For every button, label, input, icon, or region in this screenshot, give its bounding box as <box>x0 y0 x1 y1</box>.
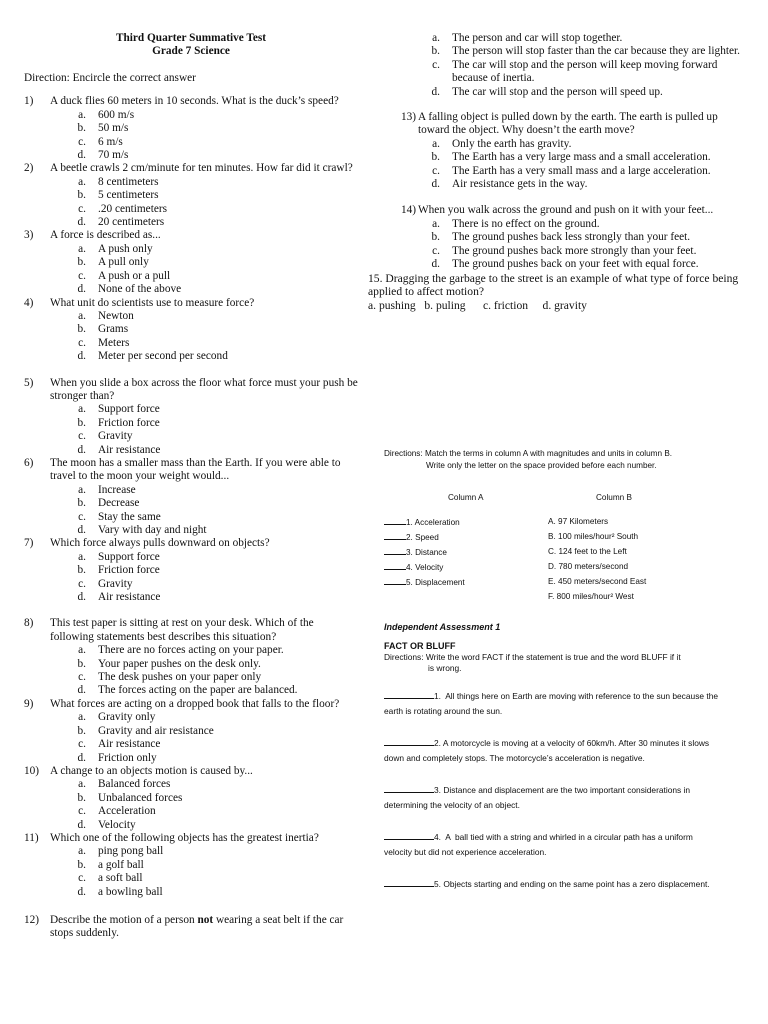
question-row <box>24 765 358 778</box>
answer-option[interactable] <box>368 86 740 99</box>
answer-blank[interactable] <box>384 690 434 699</box>
question-row <box>24 457 358 484</box>
question-text: The moon has a smaller mass than the Earth. If you were able to travel to the moon your weight would... <box>50 456 341 483</box>
answer-option[interactable] <box>24 484 358 497</box>
fact-bluff-line <box>384 690 724 702</box>
question-12 <box>24 914 358 941</box>
item-continuation: earth is rotating around the sun. <box>384 706 503 716</box>
option-text: Velocity <box>98 818 136 831</box>
answer-option[interactable] <box>24 256 358 269</box>
question-text: A falling object is pulled down by the earth. The earth is pulled up toward the object. Why doesn’t the earth move? <box>418 111 718 137</box>
independent-assessment <box>384 622 724 890</box>
option-text: ping pong ball <box>98 845 164 858</box>
option-text: .20 centimeters <box>98 202 168 215</box>
question-item <box>24 698 358 765</box>
option-letter: b. <box>77 724 86 737</box>
option-letter: d. <box>431 258 440 271</box>
fact-bluff-line <box>384 878 724 890</box>
option-letter: b. <box>77 791 86 804</box>
option-letter: a. <box>78 175 86 188</box>
question-item <box>368 204 740 271</box>
option-letter: b. <box>431 231 440 244</box>
question-row <box>24 229 358 242</box>
question-text: Which one of the following objects has the greatest inertia? <box>50 831 319 844</box>
column-b-item: A. 97 Kilometers <box>548 517 609 526</box>
question-text: What unit do scientists use to measure force? <box>50 296 255 309</box>
option-text: Meters <box>98 336 130 349</box>
answer-option[interactable] <box>24 684 358 697</box>
question-number: 6) <box>24 456 34 469</box>
option-letter: c. <box>78 336 86 349</box>
option-text: Air resistance gets in the way. <box>452 178 588 191</box>
answer-option[interactable] <box>24 216 358 229</box>
option-text: The ground pushes back on your feet with equal force. <box>452 258 699 271</box>
question-item <box>24 297 358 364</box>
option-letter: a. <box>78 644 86 657</box>
option-text: a golf ball <box>98 858 144 871</box>
column-a-term: 4. Velocity <box>406 563 444 572</box>
answer-blank[interactable] <box>384 531 406 540</box>
answer-option[interactable] <box>24 752 358 765</box>
option-text: Decrease <box>98 497 140 510</box>
option-text: There are no forces acting on your paper. <box>98 644 284 657</box>
question-text: A force is described as... <box>50 229 161 242</box>
question-number: 11) <box>24 831 39 844</box>
option-text: A pull only <box>98 256 149 269</box>
test-subtitle: Grade 7 Science <box>152 45 230 57</box>
option-letter: b. <box>77 256 86 269</box>
option-letter: c. <box>78 269 86 282</box>
option-letter: d. <box>77 216 86 229</box>
answer-option[interactable] <box>24 886 358 899</box>
answer-option[interactable] <box>24 551 358 564</box>
answer-option[interactable] <box>24 417 358 430</box>
option-letter: a. <box>78 403 86 416</box>
item-continuation: velocity but did not experience acceleration. <box>384 847 547 857</box>
option-text: 8 centimeters <box>98 175 159 188</box>
option-letter: b. <box>77 416 86 429</box>
answer-option[interactable] <box>24 524 358 537</box>
answer-option[interactable] <box>24 109 358 122</box>
option-text: Support force <box>98 403 160 416</box>
option-text: 70 m/s <box>98 149 129 162</box>
option-letter: a. <box>432 137 440 150</box>
fact-bluff-directions-2: is wrong. <box>428 663 462 673</box>
question-text: A change to an objects motion is caused by... <box>50 764 253 777</box>
item-text: A ball tied with a string and whirled in a circular path has a uniform <box>441 832 693 842</box>
right-column <box>368 32 740 312</box>
question-text: This test paper is sitting at rest on your desk. Which of the following statements best describes this situation? <box>50 617 314 643</box>
option-letter: c. <box>78 671 86 684</box>
option-letter: c. <box>78 202 86 215</box>
answer-option[interactable] <box>24 122 358 135</box>
answer-option[interactable] <box>24 444 358 457</box>
question-row <box>24 95 358 108</box>
question-item <box>24 377 358 457</box>
option-letter: c. <box>78 738 86 751</box>
option-text: a soft ball <box>98 872 143 885</box>
option-text: Grams <box>98 323 129 336</box>
answer-option[interactable] <box>24 176 358 189</box>
question-12-options <box>368 32 740 99</box>
fact-bluff-line <box>384 737 724 749</box>
answer-blank[interactable] <box>384 784 434 793</box>
option-text: The car will stop and the person will keep moving forward because of inertia. <box>452 58 718 85</box>
item-continuation: determining the velocity of an object. <box>384 800 520 810</box>
answer-option[interactable] <box>24 872 358 885</box>
item-number: 1. <box>434 691 441 701</box>
column-a-item <box>384 531 439 543</box>
option-text: Newton <box>98 309 134 322</box>
option-text: Friction force <box>98 416 160 429</box>
answer-option[interactable] <box>368 32 740 45</box>
fact-bluff-item <box>384 737 724 764</box>
item-number: 3. <box>434 785 441 795</box>
answer-option[interactable] <box>24 671 358 684</box>
question-item <box>24 95 358 162</box>
option-text: Gravity only <box>98 711 156 724</box>
answer-option[interactable] <box>24 564 358 577</box>
question-15-text: 15. Dragging the garbage to the street is an example of what type of force being applied to affect motion? <box>368 271 739 299</box>
option-letter: b. <box>77 657 86 670</box>
question-row <box>24 297 358 310</box>
item-continuation: down and completely stops. The motorcycle’s acceleration is negative. <box>384 753 645 763</box>
answer-blank[interactable] <box>384 561 406 570</box>
question-item <box>24 537 358 604</box>
question-text: Which force always pulls downward on objects? <box>50 537 270 550</box>
option-letter: a. <box>78 845 86 858</box>
answer-option[interactable] <box>24 270 358 283</box>
option-text: 50 m/s <box>98 122 129 135</box>
option-letter: d. <box>77 885 86 898</box>
fact-bluff-item <box>384 878 724 890</box>
question-item <box>24 229 358 296</box>
option-text: Air resistance <box>98 443 161 456</box>
question-text: A duck flies 60 meters in 10 seconds. What is the duck’s speed? <box>50 95 339 108</box>
question-item <box>24 162 358 229</box>
option-letter: b. <box>77 497 86 510</box>
answer-option[interactable] <box>24 725 358 738</box>
option-text: Friction force <box>98 564 160 577</box>
question-number: 1) <box>24 95 34 108</box>
column-b-item: E. 450 meters/second East <box>548 577 647 586</box>
answer-option[interactable] <box>24 350 358 363</box>
answer-blank[interactable] <box>384 546 406 555</box>
option-letter: c. <box>432 244 440 257</box>
option-text: 600 m/s <box>98 108 135 121</box>
answer-option[interactable] <box>368 178 740 191</box>
question-row <box>368 111 740 138</box>
option-text: There is no effect on the ground. <box>452 217 600 230</box>
question-text: When you walk across the ground and push on it with your feet... <box>418 204 714 217</box>
answer-option[interactable] <box>24 658 358 671</box>
option-text: The Earth has a very large mass and a small acceleration. <box>452 151 711 164</box>
question-list-right <box>368 111 740 271</box>
column-a-term: 2. Speed <box>406 533 439 542</box>
option-letter: d. <box>77 684 86 697</box>
column-a-term: 3. Distance <box>406 548 447 557</box>
answer-blank[interactable] <box>384 516 406 525</box>
column-a-item <box>384 561 443 573</box>
answer-option[interactable] <box>24 819 358 832</box>
question-number: 10) <box>24 764 40 777</box>
option-letter: d. <box>77 818 86 831</box>
option-letter: c. <box>78 805 86 818</box>
column-b-item: D. 780 meters/second <box>548 562 629 571</box>
fact-or-bluff-heading: FACT OR BLUFF <box>384 641 456 651</box>
answer-blank[interactable] <box>384 737 434 746</box>
option-letter: b. <box>77 189 86 202</box>
answer-option[interactable] <box>24 323 358 336</box>
answer-option[interactable] <box>368 151 740 164</box>
matching-columns <box>384 472 724 601</box>
matching-section <box>384 448 724 601</box>
option-letter: d. <box>431 85 440 98</box>
option-text: The forces acting on the paper are balanced. <box>98 684 298 697</box>
question-number: 3) <box>24 229 34 242</box>
item-text: All things here on Earth are moving with reference to the sun because the <box>441 691 719 701</box>
question-row <box>24 617 358 644</box>
question-number: 8) <box>24 617 34 630</box>
question-row <box>24 377 358 404</box>
fact-bluff-line <box>384 784 724 796</box>
matching-directions-1: Directions: Match the terms in column A with magnitudes and units in column B. <box>384 449 673 458</box>
answer-option[interactable] <box>368 45 740 58</box>
option-letter: b. <box>431 151 440 164</box>
option-text: 6 m/s <box>98 135 123 148</box>
answer-option[interactable] <box>24 845 358 858</box>
option-letter: a. <box>78 778 86 791</box>
option-text: a bowling ball <box>98 885 163 898</box>
column-b-item: C. 124 feet to the Left <box>548 547 627 556</box>
column-a-item <box>384 546 447 558</box>
question-row <box>24 162 358 175</box>
option-text: The car will stop and the person will speed up. <box>452 85 663 98</box>
answer-option[interactable] <box>24 403 358 416</box>
option-letter: a. <box>78 483 86 496</box>
option-text: None of the above <box>98 283 182 296</box>
question-list-left <box>24 95 358 899</box>
option-letter: d. <box>77 149 86 162</box>
question-row <box>368 204 740 217</box>
answer-option[interactable] <box>24 859 358 872</box>
option-text: Your paper pushes on the desk only. <box>98 657 261 670</box>
answer-option[interactable] <box>24 578 358 591</box>
option-letter: c. <box>78 135 86 148</box>
fact-bluff-directions-1: Directions: Write the word FACT if the statement is true and the word BLUFF if it <box>384 652 681 662</box>
question-text: What forces are acting on a dropped book that falls to the floor? <box>50 697 340 710</box>
option-text: The person and car will stop together. <box>452 32 623 44</box>
column-a-item <box>384 516 460 528</box>
answer-option[interactable] <box>24 644 358 657</box>
question-15 <box>368 272 740 313</box>
option-text: Unbalanced forces <box>98 791 183 804</box>
question-15-options: a. pushing b. puling c. friction d. gravity <box>368 298 587 312</box>
item-number: 2. <box>434 738 441 748</box>
answer-option[interactable] <box>368 218 740 231</box>
option-text: 5 centimeters <box>98 189 159 202</box>
question-text: Describe the motion of a person not wearing a seat belt if the car stops suddenly. <box>50 913 344 940</box>
answer-option[interactable] <box>24 591 358 604</box>
question-item <box>24 457 358 537</box>
option-letter: c. <box>78 510 86 523</box>
option-text: Only the earth has gravity. <box>452 137 572 150</box>
question-number: 7) <box>24 537 34 550</box>
answer-option[interactable] <box>368 258 740 271</box>
option-letter: b. <box>77 858 86 871</box>
column-a-term: 5. Displacement <box>406 578 465 587</box>
option-letter: c. <box>78 430 86 443</box>
answer-option[interactable] <box>24 283 358 296</box>
answer-option[interactable] <box>24 189 358 202</box>
answer-option[interactable] <box>24 738 358 751</box>
question-item <box>368 111 740 191</box>
option-text: Stay the same <box>98 510 161 523</box>
option-letter: c. <box>78 577 86 590</box>
option-letter: d. <box>77 524 86 536</box>
column-a-item <box>384 576 465 588</box>
fact-bluff-items <box>384 690 724 890</box>
answer-option[interactable] <box>24 711 358 724</box>
option-text: The person will stop faster than the car because they are lighter. <box>452 45 740 58</box>
item-text: A motorcycle is moving at a velocity of 60km/h. After 30 minutes it slows <box>441 738 710 748</box>
answer-blank[interactable] <box>384 831 434 840</box>
question-number: 9) <box>24 697 34 710</box>
answer-option[interactable] <box>24 310 358 323</box>
option-letter: d. <box>431 178 440 191</box>
answer-option[interactable] <box>24 497 358 510</box>
item-text: Objects starting and ending on the same point has a zero displacement. <box>441 879 710 889</box>
answer-option[interactable] <box>24 792 358 805</box>
question-row <box>24 698 358 711</box>
answer-option[interactable] <box>24 430 358 443</box>
option-text: Balanced forces <box>98 778 171 791</box>
option-text: Gravity <box>98 430 133 443</box>
answer-option[interactable] <box>368 165 740 178</box>
column-a-term: 1. Acceleration <box>406 518 460 527</box>
option-text: The ground pushes back more strongly than your feet. <box>452 244 697 257</box>
option-text: Friction only <box>98 751 157 764</box>
answer-option[interactable] <box>24 778 358 791</box>
option-letter: c. <box>432 164 440 177</box>
option-letter: d. <box>77 443 86 456</box>
option-letter: a. <box>78 711 86 724</box>
option-text: Support force <box>98 550 160 563</box>
item-text: Distance and displacement are the two important considerations in <box>441 785 691 795</box>
option-letter: a. <box>78 242 86 255</box>
option-text: Vary with day and night <box>98 524 207 536</box>
column-b-item: F. 800 miles/hour² West <box>548 592 634 601</box>
answer-option[interactable] <box>24 203 358 216</box>
option-text: The Earth has a very small mass and a large acceleration. <box>452 164 711 177</box>
answer-blank[interactable] <box>384 878 434 887</box>
question-number: 13) <box>400 111 416 124</box>
answer-option[interactable] <box>368 59 740 86</box>
question-row <box>24 537 358 550</box>
question-number: 4) <box>24 296 34 309</box>
option-text: 20 centimeters <box>98 216 165 229</box>
option-text: The ground pushes back less strongly than your feet. <box>452 231 691 244</box>
fact-bluff-item <box>384 831 724 858</box>
option-letter: a. <box>78 550 86 563</box>
option-text: Meter per second per second <box>98 350 228 363</box>
direction-text: Direction: Encircle the correct answer <box>24 72 196 84</box>
answer-option[interactable] <box>368 245 740 258</box>
answer-option[interactable] <box>24 243 358 256</box>
answer-option[interactable] <box>24 805 358 818</box>
answer-option[interactable] <box>24 337 358 350</box>
question-item <box>24 617 358 697</box>
option-letter: a. <box>432 217 440 230</box>
option-letter: a. <box>432 32 440 44</box>
option-text: Acceleration <box>98 805 156 818</box>
item-number: 4. <box>434 832 441 842</box>
answer-option[interactable] <box>368 231 740 244</box>
option-text: A push or a pull <box>98 269 171 282</box>
matching-directions-2: Write only the letter on the space provided before each number. <box>426 461 657 470</box>
question-number: 5) <box>24 376 34 389</box>
test-title: Third Quarter Summative Test <box>115 32 267 44</box>
option-letter: d. <box>77 751 86 764</box>
option-text: Gravity <box>98 577 133 590</box>
option-letter: c. <box>432 58 440 71</box>
question-number: 14) <box>400 204 416 217</box>
question-number: 2) <box>24 162 34 175</box>
column-a-header: Column A <box>448 493 484 502</box>
answer-option[interactable] <box>24 136 358 149</box>
question-text: A beetle crawls 2 cm/minute for ten minutes. How far did it crawl? <box>50 162 353 175</box>
option-letter: d. <box>77 283 86 296</box>
column-b-item: B. 100 miles/hour² South <box>548 532 639 541</box>
answer-option[interactable] <box>24 149 358 162</box>
option-letter: a. <box>78 309 86 322</box>
option-text: A push only <box>98 242 153 255</box>
answer-option[interactable] <box>24 511 358 524</box>
question-number: 12) <box>24 913 40 926</box>
option-text: Air resistance <box>98 591 161 604</box>
answer-option[interactable] <box>368 138 740 151</box>
item-number: 5. <box>434 879 441 889</box>
option-letter: b. <box>77 323 86 336</box>
option-letter: b. <box>431 45 440 58</box>
left-column <box>24 32 358 941</box>
option-text: The desk pushes on your paper only <box>98 671 262 684</box>
independent-heading: Independent Assessment 1 <box>384 622 501 632</box>
column-b-header: Column B <box>596 493 632 502</box>
fact-bluff-item <box>384 784 724 811</box>
option-letter: a. <box>78 108 86 121</box>
option-text: Air resistance <box>98 738 161 751</box>
option-text: Increase <box>98 483 136 496</box>
option-letter: c. <box>78 872 86 885</box>
option-letter: b. <box>77 122 86 135</box>
fact-bluff-item <box>384 690 724 717</box>
question-item <box>24 765 358 832</box>
question-row <box>24 832 358 845</box>
option-letter: d. <box>77 350 86 363</box>
question-item <box>24 832 358 899</box>
option-letter: b. <box>77 564 86 577</box>
question-text: When you slide a box across the floor what force must your push be stronger than? <box>50 376 358 402</box>
option-letter: d. <box>77 591 86 604</box>
option-text: Gravity and air resistance <box>98 724 214 737</box>
fact-bluff-line <box>384 831 724 843</box>
answer-blank[interactable] <box>384 576 406 585</box>
